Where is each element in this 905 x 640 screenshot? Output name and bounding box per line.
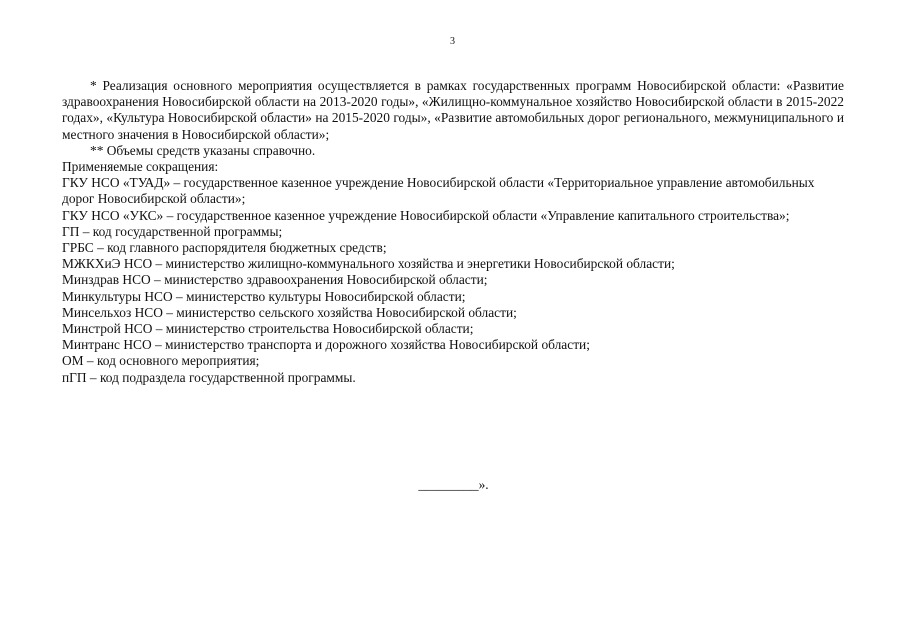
abbreviation-item: Минкультуры НСО – министерство культуры Новосибирской области; [62,288,466,304]
abbreviation-item: ГКУ НСО «ТУАД» – государственное казенное учреждение Новосибирской области «Территориальное управление автомобильных дорог Новосибирской области»; [62,175,815,207]
closing-line: _________». [418,477,489,492]
abbreviation-item: пГП – код подраздела государственной программы. [62,369,356,385]
document-body [62,78,844,386]
footnote-reference-amounts: ** Объемы средств указаны справочно. [90,142,316,158]
footnote-implementation: * Реализация основного мероприятия осуществляется в рамках государственных программ Новосибирской области: «Развитие здравоохранения Новосибирской области на 2013-2020 годы», «Жилищно-коммунальное хозяйство Новосибирской области в 2015-2022 годах», «Культура Новосибирской области» на 2015-2020 годы», «Развитие автомобильных дорог регионального, межмуниципального и местного значения в Новосибирской области»; [62,78,844,142]
abbreviation-item: ГКУ НСО «УКС» – государственное казенное учреждение Новосибирской области «Управление капитального строительства»; [62,207,790,223]
abbreviations-heading: Применяемые сокращения: [62,159,219,175]
abbreviation-item: Минтранс НСО – министерство транспорта и дорожного хозяйства Новосибирской области; [62,337,590,353]
abbreviation-item: Минздрав НСО – министерство здравоохранения Новосибирской области; [62,272,488,288]
abbreviation-item: ОМ – код основного мероприятия; [62,353,260,369]
page-number: 3 [450,36,455,47]
abbreviation-item: ГРБС – код главного распорядителя бюджетных средств; [62,240,387,256]
abbreviation-item: МЖКХиЭ НСО – министерство жилищно-коммунального хозяйства и энергетики Новосибирской области; [62,256,675,272]
abbreviation-item: ГП – код государственной программы; [62,223,283,239]
abbreviation-item: Минстрой НСО – министерство строительства Новосибирской области; [62,321,474,337]
abbreviation-item: Минсельхоз НСО – министерство сельского хозяйства Новосибирской области; [62,304,517,320]
